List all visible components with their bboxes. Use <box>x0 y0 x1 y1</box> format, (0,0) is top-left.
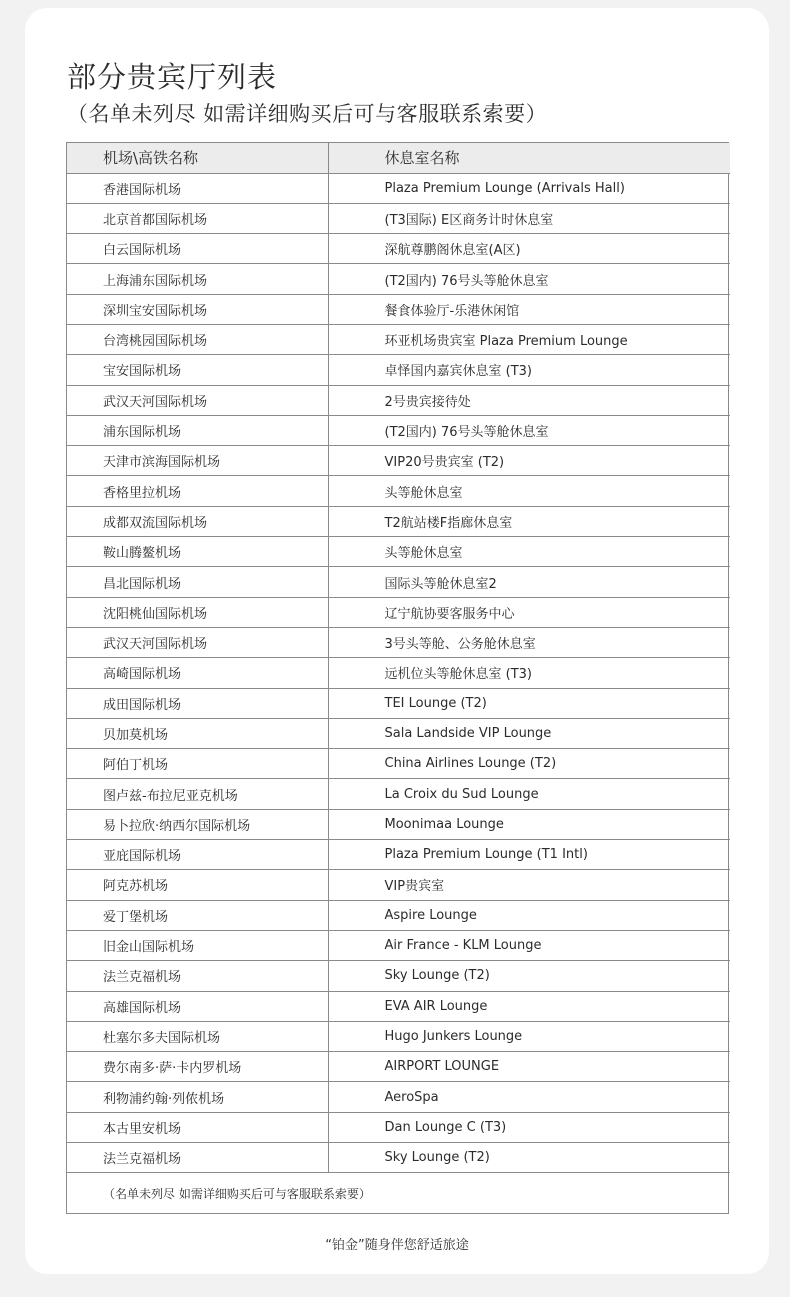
lounge-name-cell: AeroSpa <box>328 1082 730 1112</box>
lounge-name-cell: 辽宁航协要客服务中心 <box>328 597 730 627</box>
lounge-name-cell: 国际头等舱休息室2 <box>328 567 730 597</box>
lounge-name-cell: Plaza Premium Lounge (T1 Intl) <box>328 840 730 870</box>
lounge-name-cell: Sky Lounge (T2) <box>328 1143 730 1173</box>
table-row <box>67 355 730 385</box>
table-row <box>67 900 730 930</box>
page-title: 部分贵宾厅列表 <box>67 60 278 94</box>
table-row <box>67 506 730 536</box>
airport-name-cell: 鞍山腾鳌机场 <box>67 537 328 567</box>
lounge-name-cell: Sala Landside VIP Lounge <box>328 718 730 748</box>
airport-name-cell: 武汉天河国际机场 <box>67 627 328 657</box>
footer-tagline: “铂金”随身伴您舒适旅途 <box>325 1238 469 1253</box>
airport-name-cell: 杜塞尔多夫国际机场 <box>67 1021 328 1051</box>
airport-name-cell: 阿伯丁机场 <box>67 749 328 779</box>
table-row <box>67 597 730 627</box>
table-row <box>67 446 730 476</box>
lounge-name-cell: Moonimaa Lounge <box>328 809 730 839</box>
table-row <box>67 718 730 748</box>
airport-name-cell: 北京首都国际机场 <box>67 203 328 233</box>
lounge-name-cell: 2号贵宾接待处 <box>328 385 730 415</box>
airport-name-cell: 图卢兹-布拉尼亚克机场 <box>67 779 328 809</box>
airport-name-cell: 成都双流国际机场 <box>67 506 328 536</box>
lounge-name-cell: Hugo Junkers Lounge <box>328 1021 730 1051</box>
lounge-name-cell: 3号头等舱、公务舱休息室 <box>328 627 730 657</box>
airport-name-cell: 高雄国际机场 <box>67 991 328 1021</box>
airport-name-cell: 沈阳桃仙国际机场 <box>67 597 328 627</box>
table-row <box>67 991 730 1021</box>
table-row <box>67 537 730 567</box>
table-row <box>67 415 730 445</box>
lounge-name-cell: VIP贵宾室 <box>328 870 730 900</box>
airport-name-cell: 浦东国际机场 <box>67 415 328 445</box>
table-note: （名单未列尽 如需详细购买后可与客服联系索要） <box>67 1173 730 1213</box>
airport-name-cell: 利物浦约翰·列侬机场 <box>67 1082 328 1112</box>
table-row <box>67 203 730 233</box>
column-header-airport: 机场\高铁名称 <box>67 143 328 173</box>
table-row <box>67 1052 730 1082</box>
table-row <box>67 1143 730 1173</box>
airport-name-cell: 费尔南多·萨·卡内罗机场 <box>67 1052 328 1082</box>
table-row <box>67 749 730 779</box>
lounge-table-container <box>66 142 729 1214</box>
airport-name-cell: 白云国际机场 <box>67 234 328 264</box>
table-row <box>67 567 730 597</box>
table-row <box>67 779 730 809</box>
lounge-name-cell: T2航站楼F指廊休息室 <box>328 506 730 536</box>
lounge-name-cell: 深航尊鹏阁休息室(A区) <box>328 234 730 264</box>
airport-name-cell: 爱丁堡机场 <box>67 900 328 930</box>
table-row <box>67 961 730 991</box>
lounge-list-card <box>25 8 769 1274</box>
lounge-name-cell: Aspire Lounge <box>328 900 730 930</box>
airport-name-cell: 上海浦东国际机场 <box>67 264 328 294</box>
lounge-name-cell: TEI Lounge (T2) <box>328 688 730 718</box>
table-row <box>67 173 730 203</box>
airport-name-cell: 高崎国际机场 <box>67 658 328 688</box>
table-row <box>67 840 730 870</box>
lounge-name-cell: AIRPORT LOUNGE <box>328 1052 730 1082</box>
table-header-row <box>67 143 730 173</box>
table-note-row <box>67 1173 730 1213</box>
table-row <box>67 627 730 657</box>
lounge-name-cell: China Airlines Lounge (T2) <box>328 749 730 779</box>
airport-name-cell: 深圳宝安国际机场 <box>67 294 328 324</box>
lounge-name-cell: (T2国内) 76号头等舱休息室 <box>328 415 730 445</box>
table-row <box>67 1112 730 1142</box>
lounge-name-cell: Plaza Premium Lounge (Arrivals Hall) <box>328 173 730 203</box>
lounge-name-cell: Dan Lounge C (T3) <box>328 1112 730 1142</box>
lounge-name-cell: 餐食体验厅-乐港休闲馆 <box>328 294 730 324</box>
airport-name-cell: 昌北国际机场 <box>67 567 328 597</box>
lounge-name-cell: La Croix du Sud Lounge <box>328 779 730 809</box>
lounge-name-cell: 卓怿国内嘉宾休息室 (T3) <box>328 355 730 385</box>
table-row <box>67 688 730 718</box>
airport-name-cell: 武汉天河国际机场 <box>67 385 328 415</box>
table-row <box>67 476 730 506</box>
lounge-name-cell: VIP20号贵宾室 (T2) <box>328 446 730 476</box>
lounge-name-cell: 头等舱休息室 <box>328 476 730 506</box>
lounge-name-cell: 环亚机场贵宾室 Plaza Premium Lounge <box>328 324 730 354</box>
airport-name-cell: 贝加莫机场 <box>67 718 328 748</box>
airport-name-cell: 香港国际机场 <box>67 173 328 203</box>
table-row <box>67 809 730 839</box>
airport-name-cell: 天津市滨海国际机场 <box>67 446 328 476</box>
table-row <box>67 234 730 264</box>
airport-name-cell: 法兰克福机场 <box>67 1143 328 1173</box>
airport-name-cell: 台湾桃园国际机场 <box>67 324 328 354</box>
table-row <box>67 658 730 688</box>
lounge-name-cell: (T2国内) 76号头等舱休息室 <box>328 264 730 294</box>
lounge-name-cell: 远机位头等舱休息室 (T3) <box>328 658 730 688</box>
airport-name-cell: 亚庇国际机场 <box>67 840 328 870</box>
airport-name-cell: 旧金山国际机场 <box>67 930 328 960</box>
lounge-name-cell: (T3国际) E区商务计时休息室 <box>328 203 730 233</box>
table-row <box>67 385 730 415</box>
lounge-name-cell: 头等舱休息室 <box>328 537 730 567</box>
airport-name-cell: 成田国际机场 <box>67 688 328 718</box>
table-row <box>67 1021 730 1051</box>
lounge-name-cell: EVA AIR Lounge <box>328 991 730 1021</box>
column-header-lounge: 休息室名称 <box>328 143 730 173</box>
page-subtitle: （名单未列尽 如需详细购买后可与客服联系索要） <box>67 102 548 126</box>
airport-name-cell: 阿克苏机场 <box>67 870 328 900</box>
table-row <box>67 930 730 960</box>
airport-name-cell: 香格里拉机场 <box>67 476 328 506</box>
lounge-table <box>67 143 730 1213</box>
table-row <box>67 324 730 354</box>
table-row <box>67 264 730 294</box>
table-row <box>67 870 730 900</box>
airport-name-cell: 本古里安机场 <box>67 1112 328 1142</box>
table-row <box>67 1082 730 1112</box>
lounge-name-cell: Sky Lounge (T2) <box>328 961 730 991</box>
airport-name-cell: 法兰克福机场 <box>67 961 328 991</box>
lounge-name-cell: Air France - KLM Lounge <box>328 930 730 960</box>
airport-name-cell: 易卜拉欣·纳西尔国际机场 <box>67 809 328 839</box>
table-row <box>67 294 730 324</box>
airport-name-cell: 宝安国际机场 <box>67 355 328 385</box>
